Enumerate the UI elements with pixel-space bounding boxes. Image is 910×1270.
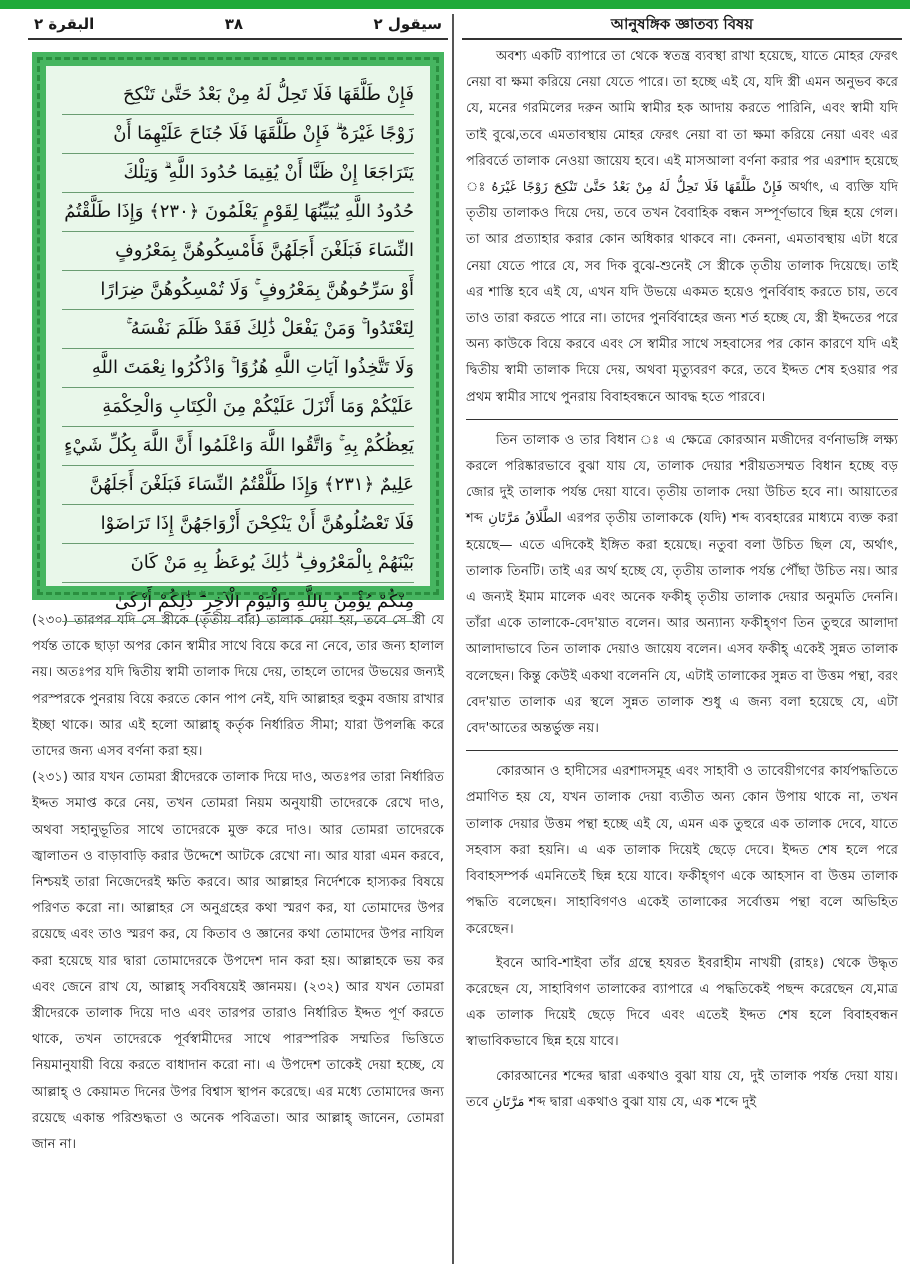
commentary-paragraph: কোরআনের শব্দের দ্বারা একথাও বুঝা যায় যে, দুই তালাক পর্যন্ত দেয়া যায়। তবে مَرَّتَانِ শব্দ দ্বারা একথাও বুঝা যায় যে, এক শব্দে দুই	[466, 1068, 898, 1110]
commentary-text	[462, 40, 902, 1116]
commentary-paragraph: তিন তালাক ও তার বিধান ঃ এ ক্ষেত্রে কোরআন মজীদের বর্ণনাভঙ্গি লক্ষ্য করলে পরিষ্কারভাবে বুঝা যায় যে, তালাক দেয়ার শরীয়তসম্মত বিধান হচ্ছে বড় জোর দুই তালাক পর্যন্ত দেয়া যাবে। তৃতীয় তালাক দেয়া উচিত হবে না। আয়াতের শব্দ الطَّلَاقُ مَرَّتَانِ এরপর তৃতীয় তালাককে (যদি) শব্দ ব্যবহারের মাধ্যমে ব্যক্ত করা হয়েছে— এতে এদিকেই ইঙ্গিত করা হয়েছে। নতুবা বলা উচিত ছিল যে, অর্থাৎ, তালাক তিনটি। তাই এর অর্থ হচ্ছে যে, তৃতীয় তালাক পর্যন্ত পৌঁছা উচিত নয়। আর এ জন্যই ইমাম মালেক এবং অনেক ফকীহ্ তৃতীয় তালাক দেয়ার অনুমতি দেননি। তাঁরা একে তালাকে-বেদ'য়াত বলেন। আর অন্যান্য ফকীহ্‌গণ তিন তুহুরে আলাদা আলাদাভাবে তিন তালাক দেয়াও জায়েয বলেন। এসব ফকীহ্ একেই সুন্নত তালাক বলেছেন। কিন্তু কেউই একথা বলেননি যে, এটাই তালাকের সুন্নত বা উত্তম পন্থা, বরং বেদ'য়াত তালাক এর স্থলে সুন্নত তালাক শুধু এ জন্য বলা হয়েছে যে, এটা বেদ'আতের অন্তর্ভুক্ত নয়।	[466, 432, 898, 737]
column-divider	[452, 14, 454, 1264]
commentary-paragraph: ইবনে আবি-শাইবা তাঁর গ্রন্থে হযরত ইবরাহীম নাখয়ী (রাহঃ) থেকে উদ্ধৃত করেছেন যে, সাহাবিগণ তালাকের ব্যাপারে এ পদ্ধতিকেই পছন্দ করেছেন যে,মাত্র এক তালাক দিয়েই ছেড়ে দিবে এবং এতেই ইদ্দত শেষ হলে বিবাহবন্ধন স্বাভাবিকভাবে ছিন্ন হয়ে যাবে।	[466, 955, 898, 1050]
arabic-line: حُدُودُ اللَّهِ يُبَيِّنُهَا لِقَوْمٍ يَعْلَمُونَ ﴿٢٣٠﴾ وَإِذَا طَلَّقْتُمُ	[62, 193, 414, 232]
arabic-line: وَلَا تَتَّخِذُوا آيَاتِ اللَّهِ هُزُوًا ۚ وَاذْكُرُوا نِعْمَتَ اللَّهِ	[62, 349, 414, 388]
translation-paragraph: (২৩০) তারপর যদি সে স্ত্রীকে (তৃতীয় বার) তালাক দেয়া হয়, তবে সে স্ত্রী যে পর্যন্ত তাকে ছাড়া অপর কোন স্বামীর সাথে বিয়ে করে না নেবে, তার জন্য হালাল নয়। অতঃপর যদি দ্বিতীয় স্বামী তালাক দিয়ে দেয়, তাহলে তাদের উভয়ের জন্যই পরস্পরকে পুনরায় বিয়ে করতে কোন পাপ নেই, যদি আল্লাহর হুকুম বজায় রাখার ইচ্ছা থাকে। আর এই হলো আল্লাহ্ কর্তৃক নির্ধারিত সীমা; যারা উপলব্ধি করে তাদের জন্য এসব বর্ণনা করা হয়।	[32, 613, 444, 760]
paragraph-divider	[466, 750, 898, 751]
arabic-line: مِنْكُمْ يُؤْمِنُ بِاللَّهِ وَالْيَوْمِ الْآخِرِ ۗ ذَٰلِكُمْ أَزْكَىٰ	[62, 583, 414, 622]
arabic-line: يَعِظُكُمْ بِهِ ۚ وَاتَّقُوا اللَّهَ وَاعْلَمُوا أَنَّ اللَّهَ بِكُلِّ شَيْءٍ	[62, 427, 414, 466]
arabic-line: زَوْجًا غَيْرَهُ ۗ فَإِنْ طَلَّقَهَا فَلَا جُنَاحَ عَلَيْهِمَا أَنْ	[62, 115, 414, 154]
translation-text	[28, 608, 448, 1158]
arabic-line: عَلَيْكُمْ وَمَا أَنْزَلَ عَلَيْكُمْ مِنَ الْكِتَابِ وَالْحِكْمَةِ	[62, 388, 414, 427]
arabic-line: فَلَا تَعْضُلُوهُنَّ أَنْ يَنْكِحْنَ أَزْوَاجَهُنَّ إِذَا تَرَاضَوْا	[62, 505, 414, 544]
arabic-line: النِّسَاءَ فَبَلَغْنَ أَجَلَهُنَّ فَأَمْسِكُوهُنَّ بِمَعْرُوفٍ	[62, 232, 414, 271]
arabic-line: لِتَعْتَدُوا ۚ وَمَنْ يَفْعَلْ ذَٰلِكَ فَقَدْ ظَلَمَ نَفْسَهُ ۚ	[62, 310, 414, 349]
translation-paragraph: (২৩১) আর যখন তোমরা স্ত্রীদেরকে তালাক দিয়ে দাও, অতঃপর তারা নির্ধারিত ইদ্দত সমাপ্ত করে নেয়, তখন তোমরা নিয়ম অনুযায়ী তাদেরকে রেখে দাও, অথবা সহানুভূতির সাথে তাদেরকে মুক্ত করে দাও। আর তোমরা তাদেরকে জ্বালাতন ও বাড়াবাড়ি করার উদ্দেশে আটকে রেখো না। আর যারা এমন করবে, নিশ্চয়ই তারা নিজেদেরই ক্ষতি করবে। আর আল্লাহর নির্দেশকে হাস্যকর বিষয়ে পরিণত করো না। আল্লাহর সে অনুগ্রহের কথা স্মরণ কর, যা তোমাদের উপর রয়েছে এবং তাও স্মরণ কর, যে কিতাব ও জ্ঞানের কথা তোমাদের উপর নাযিল করা হয়েছে যার দ্বারা তোমাদেরকে উপদেশ দান করা হয়। আল্লাহকে ভয় কর এবং জেনে রাখ যে, আল্লাহ্ সর্ববিষয়েই জ্ঞানময়। (২৩২) আর যখন তোমরা স্ত্রীদেরকে তালাক দিয়ে দাও এবং তারপর তারাও নির্ধারিত ইদ্দত পূর্ণ করতে থাকে, তখন তাদেরকে পূর্বস্বামীদের সাথে পারস্পরিক সম্মতির ভিত্তিতে নিয়মানুযায়ী বিয়ে করতে বাধাদান করো না। এ উপদেশ তাকেই দেয়া হচ্ছে, যে আল্লাহ্ ও কেয়ামত দিনের উপর বিশ্বাস স্থাপন করেছে। এর মধ্যে তোমাদের জন্য রয়েছে একান্ত পরিশুদ্ধতা ও অনেক পবিত্রতা। আর আল্লাহ্ জানেন, তোমরা জান না।	[32, 770, 444, 1153]
arabic-line: أَوْ سَرِّحُوهُنَّ بِمَعْرُوفٍ ۚ وَلَا تُمْسِكُوهُنَّ ضِرَارًا	[62, 271, 414, 310]
page-header	[28, 10, 448, 40]
left-column	[28, 10, 448, 1158]
paragraph-divider	[466, 419, 898, 420]
right-column	[462, 10, 902, 1124]
para-label: سيقول ٢	[373, 15, 442, 33]
commentary-paragraph: অবশ্য একটি ব্যাপারে তা থেকে স্বতন্ত্র ব্যবস্থা রাখা হয়েছে, যাতে মোহর ফেরৎ নেয়া বা ক্ষমা করিয়ে নেয়া যেতে পারে। তা হচ্ছে এই যে, যদি স্ত্রী এমন অনুভব করে যে, মনের গরমিলের দরুন আমি স্বামীর হক আদায় করতে পারিনি, এবং স্বামী যদি তাই বুঝে,তবে এমতাবস্থায় মোহর ফেরৎ নেয়া বা তা ক্ষমা করিয়ে নেয়া এবং এর পরিবর্তে তালাক নেওয়া জায়েয হবে। এই মাসআলা বর্ণনা করার পর এরশাদ হয়েছে ঃ فَإِنْ طَلَّقَهَا فَلَا تَحِلُّ لَهُ مِنْ بَعْدُ حَتَّىٰ تَنْكِحَ زَوْجًا غَيْرَهُ অর্থাৎ, এ ব্যক্তি যদি তৃতীয় তালাকও দিয়ে দেয়, তবে তখন বৈবাহিক বন্ধন সম্পূর্ণভাবে ছিন্ন হয়ে গেল। তা আর প্রত্যাহার করার কোন অধিকার থাকবে না। কেননা, এমতাবস্থায় এটা ধরে নেয়া যেতে পারে যে, সব দিক বুঝে-শুনেই সে স্ত্রীকে তৃতীয় তালাক দিয়েছে। তাই এর শাস্তি হবে এই যে, এখন যদি উভয়ে একমত হয়েও পুনর্বিবাহ করতে চায়, তবে তাও তারা করতে পারে না। তাদের পুনর্বিবাহের জন্য শর্ত হচ্ছে যে, স্ত্রী ইদ্দতের পরে অন্য কাউকে বিয়ে করবে এবং সে স্বামীর সাথে সহবাসের পর কোন কারণে যদি এই দ্বিতীয় স্বামী তালাক দিয়ে দেয়, অথবা মৃত্যুবরণ করে, তবে ইদ্দত শেষ হওয়ার পর প্রথম স্বামীর সাথে পুনরায় বিবাহবন্ধনে আবদ্ধ হতে পারবে।	[466, 49, 898, 405]
arabic-line: يَتَرَاجَعَا إِنْ ظَنَّا أَنْ يُقِيمَا حُدُودَ اللَّهِ ۗ وَتِلْكَ	[62, 154, 414, 193]
arabic-line: فَإِنْ طَلَّقَهَا فَلَا تَحِلُّ لَهُ مِنْ بَعْدُ حَتَّىٰ تَنْكِحَ	[62, 76, 414, 115]
commentary-paragraph: কোরআন ও হাদীসের এরশাদসমূহ এবং সাহাবী ও তাবেয়ীগণের কার্যপদ্ধতিতে প্রমাণিত হয় যে, যখন তালাক দেয়া ব্যতীত অন্য কোন উপায় থাকে না, তখন তালাক দেয়ার উত্তম পন্থা হচ্ছে এই যে, এমন এক তুহুরে এক তালাক দেবে, যাতে সহবাস করা হয়নি। এ এক তালাক দিয়েই ছেড়ে দেবে। ইদ্দত শেষ হলে পরে বিবাহসম্পর্ক এমনিতেই ছিন্ন হয়ে যাবে। ফকীহ্‌গণ একে আহসান বা উত্তম তালাক পদ্ধতি বলেছেন। সাহাবিগণও একেই তালাকের সর্বোত্তম পন্থা বলে অভিহিত করেছেন।	[466, 764, 898, 937]
surah-label: البقرة ٢	[34, 15, 95, 33]
top-green-bar	[0, 0, 910, 9]
section-title: আনুষঙ্গিক জ্ঞাতব্য বিষয়	[462, 10, 902, 40]
arabic-line: بَيْنَهُمْ بِالْمَعْرُوفِ ۗ ذَٰلِكَ يُوعَظُ بِهِ مَنْ كَانَ	[62, 544, 414, 583]
arabic-verse-frame	[32, 52, 444, 612]
page-number: ٣٨	[224, 15, 244, 33]
arabic-line: عَلِيمٌ ﴿٢٣١﴾ وَإِذَا طَلَّقْتُمُ النِّسَاءَ فَبَلَغْنَ أَجَلَهُنَّ	[62, 466, 414, 505]
